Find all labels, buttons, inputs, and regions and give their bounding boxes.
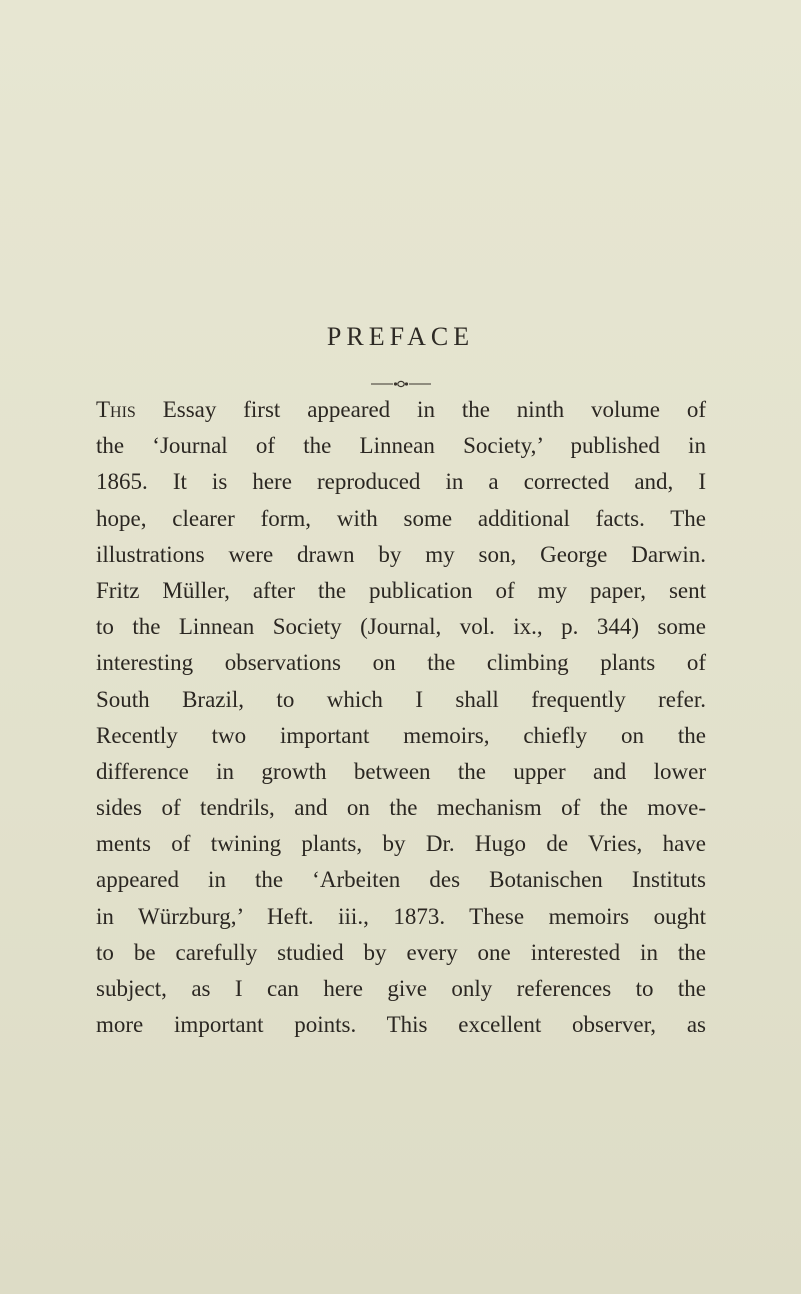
text-line-lead: This [96,397,136,422]
text-line: to the Linnean Society (Journal, vol. ix., p. 344) some [96,614,706,640]
text-line: illustrations were drawn by my son, George Darwin. [96,541,706,567]
ornament-rule-icon [371,380,431,388]
text-line: sides of tendrils, and on the mechanism of the move- [96,795,706,821]
preface-body [96,392,706,1043]
text-line: to be carefully studied by every one interested in the [96,939,706,965]
text-line: Recently two important memoirs, chiefly on the [96,722,706,748]
text-line: South Brazil, to which I shall frequently refer. [96,686,706,712]
text-line: the ‘Journal of the Linnean Society,’ published in [96,433,706,459]
text-line: Fritz Müller, after the publication of my paper, sent [96,577,706,603]
text-line: ments of twining plants, by Dr. Hugo de Vries, have [96,831,706,857]
text-line-rest: Essay first appeared in the ninth volume of [135,397,706,422]
text-line: in Würzburg,’ Heft. iii., 1873. These memoirs ought [96,903,706,929]
text-line: hope, clearer form, with some additional facts. The [96,505,706,531]
text-line: appeared in the ‘Arbeiten des Botanischen Instituts [96,867,706,893]
text-line: more important points. This excellent observer, as [96,1012,706,1038]
text-line [96,392,706,428]
text-line: interesting observations on the climbing plants of [96,650,706,676]
text-line: 1865. It is here reproduced in a corrected and, I [96,469,706,495]
page-title: PREFACE [326,322,475,351]
text-line: difference in growth between the upper and lower [96,758,706,784]
text-line: subject, as I can here give only references to the [96,976,706,1001]
